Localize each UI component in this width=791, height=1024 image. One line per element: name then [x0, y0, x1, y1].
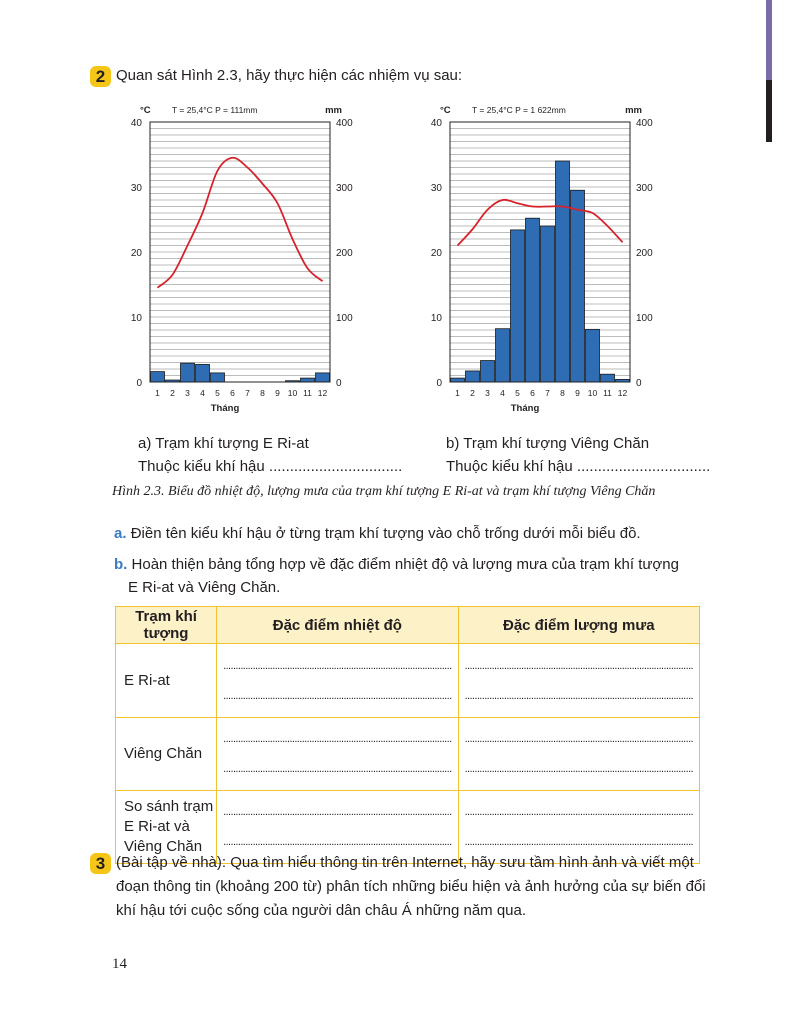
task-b-text-line2: E Ri-at và Viêng Chăn.	[128, 579, 281, 596]
x-axis-label: Tháng	[510, 403, 540, 414]
x-axis-label: Tháng	[210, 403, 240, 414]
month-tick-label: 6	[530, 388, 535, 398]
chart-a-climate-type: Thuộc kiểu khí hậu ................................	[138, 458, 403, 475]
answer-line: .............................................................................................	[223, 659, 452, 672]
header-temperature: Đặc điểm nhiệt độ	[217, 607, 458, 644]
month-tick-label: 3	[185, 388, 190, 398]
month-tick-label: 11	[303, 388, 312, 398]
rain-bar	[316, 373, 330, 382]
page-number: 14	[112, 956, 127, 972]
task-b-letter: b.	[114, 556, 128, 573]
rain-bar	[466, 371, 480, 382]
page-edge-accent-black	[766, 80, 772, 142]
summary-table	[115, 606, 700, 864]
month-tick-label: 6	[230, 388, 235, 398]
page-edge-accent-purple	[766, 0, 772, 80]
rain-bar	[151, 372, 165, 382]
rain-bar	[601, 374, 615, 382]
temp-tick-label: 40	[430, 118, 442, 129]
month-tick-label: 5	[515, 388, 520, 398]
rain-unit-label: mm	[625, 105, 642, 116]
station-name: E Ri-at	[124, 671, 170, 689]
exercise-2-text: Quan sát Hình 2.3, hãy thực hiện các nhiệm vụ sau:	[116, 67, 463, 84]
month-tick-label: 5	[215, 388, 220, 398]
station-name-line1: So sánh trạm	[124, 798, 214, 815]
month-tick-label: 4	[500, 388, 505, 398]
rain-bar	[571, 190, 585, 382]
answer-line: .............................................................................................	[464, 733, 693, 745]
answer-line: .............................................................................................	[223, 763, 452, 775]
month-tick-label: 8	[260, 388, 265, 398]
chart-svg	[420, 96, 653, 416]
answer-line: .............................................................................................	[464, 806, 693, 818]
rain-bar	[496, 329, 510, 382]
rain-tick-label: 300	[336, 183, 353, 194]
header-station: Trạm khí tượng	[116, 607, 217, 644]
month-tick-label: 4	[200, 388, 205, 398]
temp-tick-label: 10	[130, 313, 142, 324]
rain-bar	[526, 218, 540, 382]
rain-bar	[211, 373, 225, 382]
temp-tick-label: 10	[430, 313, 442, 324]
rain-bar	[301, 378, 315, 382]
temp-tick-label: 30	[430, 183, 442, 194]
task-a-letter: a.	[114, 525, 127, 542]
answer-line: .............................................................................................	[223, 733, 452, 745]
answer-line: .............................................................................................	[223, 806, 452, 818]
chart-b-climate-type: Thuộc kiểu khí hậu ................................	[446, 458, 711, 475]
chart-b-label: b) Trạm khí tượng Viêng Chăn	[446, 435, 650, 452]
station-name-line2: E Ri-at và Viêng Chăn	[124, 818, 203, 855]
month-tick-label: 11	[603, 388, 612, 398]
table-row	[116, 718, 700, 791]
station-cell	[116, 718, 217, 791]
rain-bar	[451, 378, 465, 382]
temp-unit-label: °C	[140, 105, 151, 116]
answer-line: .............................................................................................	[464, 763, 693, 775]
answer-line: .............................................................................................	[464, 659, 693, 672]
temp-tick-label: 40	[130, 118, 142, 129]
rainfall-answer-cell[interactable]	[458, 644, 699, 718]
rain-tick-label: 0	[336, 378, 342, 389]
task-a	[114, 522, 641, 546]
month-tick-label: 1	[155, 388, 160, 398]
month-tick-label: 3	[485, 388, 490, 398]
task-b-text-line1: Hoàn thiện bảng tổng hợp về đặc điểm nhiệt độ và lượng mưa của trạm khí tượng	[131, 556, 679, 573]
rain-bar	[511, 230, 525, 382]
rain-tick-label: 400	[636, 118, 653, 129]
rain-tick-label: 300	[636, 183, 653, 194]
station-name: Viêng Chăn	[124, 745, 203, 762]
chart-svg	[120, 96, 353, 416]
month-tick-label: 2	[470, 388, 475, 398]
rain-tick-label: 0	[636, 378, 642, 389]
chart-vieng-chan	[420, 96, 653, 421]
month-tick-label: 7	[245, 388, 250, 398]
temperature-answer-cell[interactable]	[217, 718, 458, 791]
month-tick-label: 10	[287, 388, 298, 398]
answer-line: .............................................................................................	[464, 689, 693, 702]
rain-bar	[556, 161, 570, 382]
station-cell	[116, 644, 217, 718]
rain-bar	[541, 226, 555, 382]
rain-bar	[481, 361, 495, 382]
rain-tick-label: 200	[636, 248, 653, 259]
temp-unit-label: °C	[440, 105, 451, 116]
rain-bar	[586, 329, 600, 382]
temp-tick-label: 0	[436, 378, 442, 389]
month-tick-label: 12	[317, 388, 328, 398]
chart-stats-label: T = 25,4°C P = 111mm	[172, 105, 258, 115]
temp-tick-label: 20	[430, 248, 442, 259]
month-tick-label: 10	[587, 388, 598, 398]
rain-tick-label: 100	[336, 313, 353, 324]
rain-tick-label: 200	[336, 248, 353, 259]
header-rainfall: Đặc điểm lượng mưa	[458, 607, 699, 644]
rain-unit-label: mm	[325, 105, 342, 116]
rain-tick-label: 100	[636, 313, 653, 324]
chart-a-label: a) Trạm khí tượng E Ri-at	[138, 435, 309, 452]
rain-bar	[181, 363, 195, 382]
rain-bar	[196, 364, 210, 382]
exercise-3-line2: đoạn thông tin (khoảng 200 từ) phân tích những biểu hiện và ảnh hưởng của sự biến đổi	[116, 878, 706, 895]
exercise-3-badge: 3	[90, 853, 111, 874]
figure-caption: Hình 2.3. Biểu đồ nhiệt độ, lượng mưa của trạm khí tượng E Ri-at và trạm khí tượng Viêng Chăn	[112, 484, 656, 499]
temp-tick-label: 0	[136, 378, 142, 389]
temp-tick-label: 20	[130, 248, 142, 259]
exercise-2-badge: 2	[90, 66, 111, 87]
answer-line: .............................................................................................	[464, 836, 693, 848]
month-tick-label: 12	[617, 388, 628, 398]
rain-tick-label: 400	[336, 118, 353, 129]
task-b	[114, 553, 679, 577]
temp-tick-label: 30	[130, 183, 142, 194]
answer-line: .............................................................................................	[223, 836, 452, 848]
chart-stats-label: T = 25,4°C P = 1 622mm	[472, 105, 566, 115]
temperature-answer-cell[interactable]	[217, 644, 458, 718]
month-tick-label: 7	[545, 388, 550, 398]
task-a-text: Điền tên kiểu khí hậu ở từng trạm khí tượng vào chỗ trống dưới mỗi biểu đồ.	[130, 525, 641, 542]
month-tick-label: 8	[560, 388, 565, 398]
rainfall-answer-cell[interactable]	[458, 718, 699, 791]
exercise-3-line3: khí hậu tới cuộc sống của người dân châu Á những năm qua.	[116, 902, 527, 919]
table-header-row	[116, 607, 700, 644]
month-tick-label: 1	[455, 388, 460, 398]
month-tick-label: 9	[575, 388, 580, 398]
exercise-3-line1: (Bài tập về nhà): Qua tìm hiểu thông tin trên Internet, hãy sưu tầm hình ảnh và viết một	[116, 854, 694, 871]
month-tick-label: 9	[275, 388, 280, 398]
chart-e-riat	[120, 96, 353, 421]
month-tick-label: 2	[170, 388, 175, 398]
answer-line: .............................................................................................	[223, 689, 452, 702]
table-row	[116, 644, 700, 718]
